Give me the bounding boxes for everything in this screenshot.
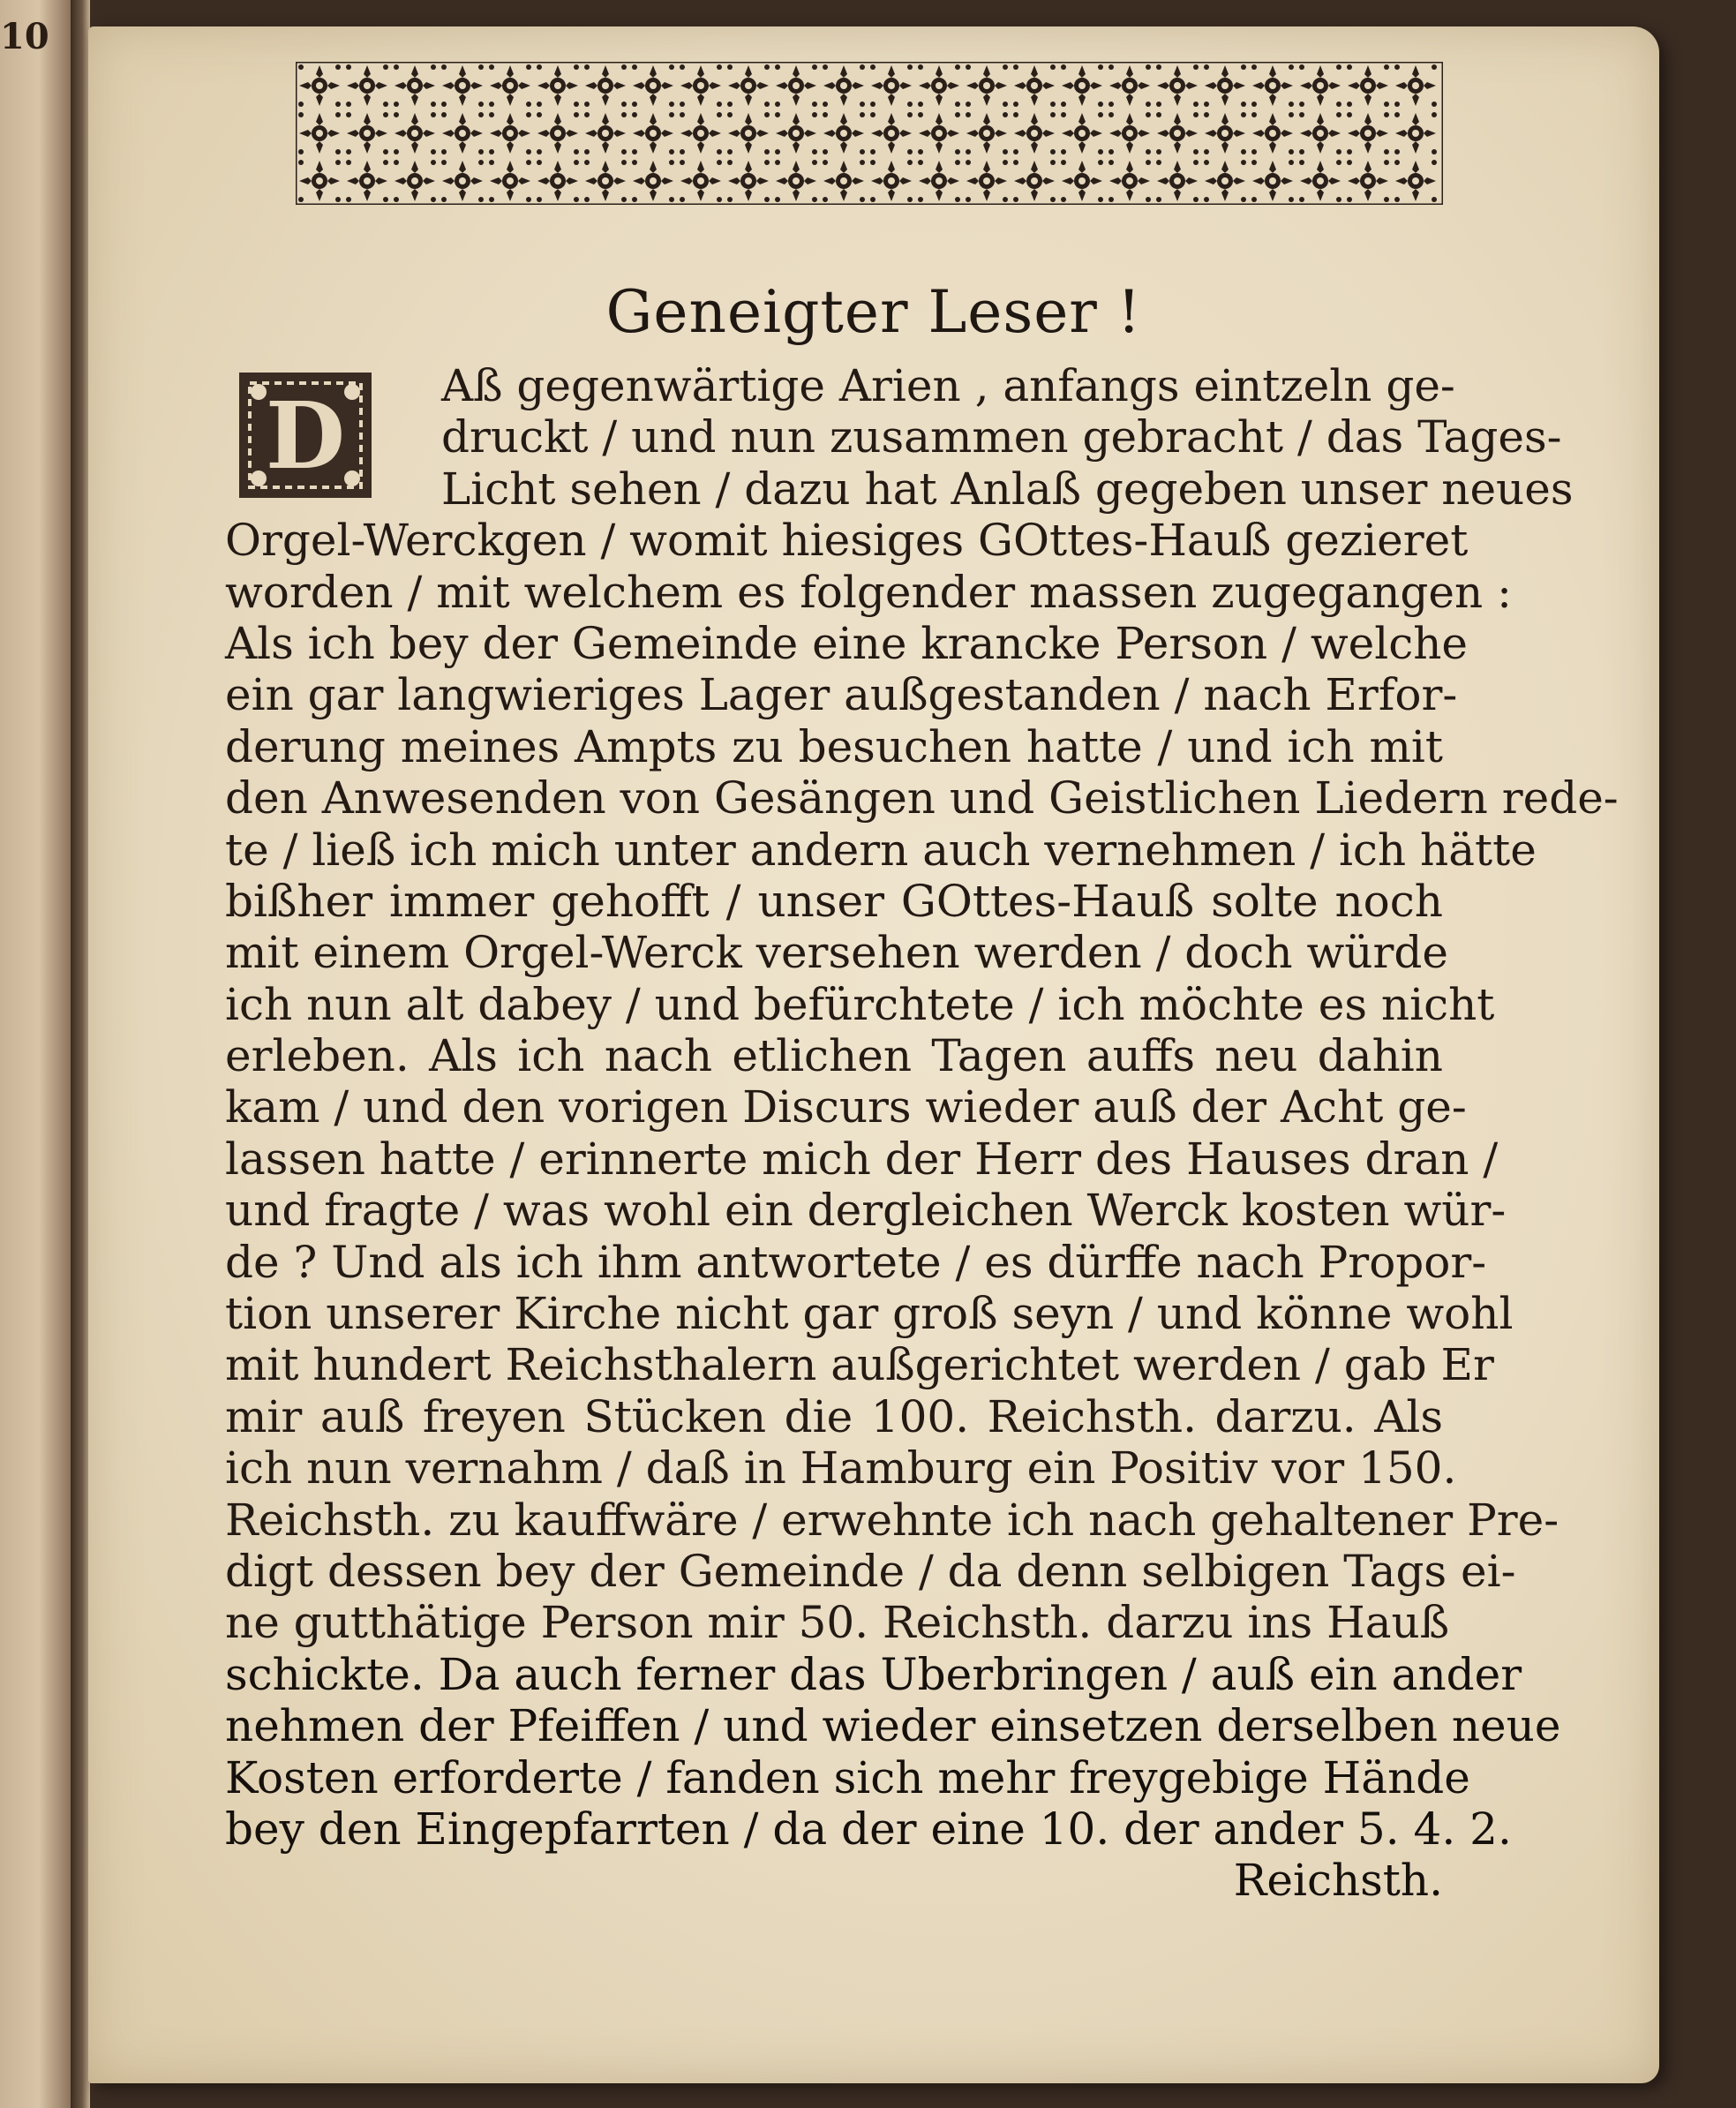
text-line: mit einem Orgel-Werck versehen werden / doch würde xyxy=(225,927,1449,979)
text-line: bey den Eingepfarrten / da der eine 10. der ander 5. 4. 2. xyxy=(225,1803,1512,1855)
text-line: Orgel-Werckgen / womit hiesiges GOttes-Hauß gezieret xyxy=(225,515,1469,567)
body-text xyxy=(225,360,1619,1907)
text-line: Als ich bey der Gemeinde eine krancke Person / welche xyxy=(225,617,1469,669)
text-line: erleben. Als ich nach etlichen Tagen auffs neu dahin xyxy=(225,1030,1443,1082)
text-line: den Anwesenden von Gesängen und Geistlichen Liedern rede- xyxy=(225,772,1619,824)
text-line: druckt / und nun zusammen gebracht / das Tages- xyxy=(441,411,1562,463)
text-line: te / ließ ich mich unter andern auch vernehmen / ich hätte xyxy=(225,824,1537,876)
text-line: Kosten erforderte / fanden sich mehr freygebige Hände xyxy=(225,1751,1470,1803)
text-line: und fragte / was wohl ein dergleichen Werck kosten wür- xyxy=(225,1185,1507,1237)
text-line: lassen hatte / erinnerte mich der Herr des Hauses dran / xyxy=(225,1133,1499,1185)
text-line: Reichsth. zu kauffwäre / erwehnte ich nach gehaltener Pre- xyxy=(225,1494,1559,1546)
text-line: derung meines Ampts zu besuchen hatte / und ich mit xyxy=(225,720,1443,772)
text-line: de ? Und als ich ihm antwortete / es dürffe nach Propor- xyxy=(225,1236,1487,1288)
text-line: ne gutthätige Person mir 50. Reichsth. darzu ins Hauß xyxy=(225,1597,1450,1649)
text-line: worden / mit welchem es folgender massen zugegangen : xyxy=(225,566,1512,618)
page-heading: Geneigter Leser ! xyxy=(605,278,1142,346)
right-page xyxy=(88,26,1659,2083)
text-line: ich nun vernahm / daß in Hamburg ein Positiv vor 150. xyxy=(225,1442,1457,1494)
left-page-edge xyxy=(0,0,72,2108)
text-line: mir auß freyen Stücken die 100. Reichsth. darzu. Als xyxy=(225,1390,1443,1442)
ornament-header-band xyxy=(296,62,1443,205)
text-line: kam / und den vorigen Discurs wieder auß der Acht ge- xyxy=(225,1081,1467,1133)
book-gutter xyxy=(71,0,90,2108)
initial-letter: D xyxy=(265,381,346,490)
text-line: schickte. Da auch ferner das Uberbringen / auß ein ander xyxy=(225,1648,1522,1700)
text-line: mit hundert Reichsthalern außgerichtet werden / gab Er xyxy=(225,1339,1494,1391)
page-marker: 10 xyxy=(0,16,49,57)
text-line: nehmen der Pfeiffen / und wieder einsetzen derselben neue xyxy=(225,1700,1561,1752)
text-line: ein gar langwieriges Lager außgestanden / nach Erfor- xyxy=(225,669,1458,721)
text-line: bißher immer gehofft / unser GOttes-Hauß solte noch xyxy=(225,875,1443,927)
text-line: ich nun alt dabey / und befürchtete / ich möchte es nicht xyxy=(225,978,1495,1030)
text-line: digt dessen bey der Gemeinde / da denn selbigen Tags ei- xyxy=(225,1545,1516,1597)
catchword: Reichsth. xyxy=(1233,1855,1443,1907)
text-line: tion unserer Kirche nicht gar groß seyn / und könne wohl xyxy=(225,1288,1514,1340)
text-line: Licht sehen / dazu hat Anlaß gegeben unser neues xyxy=(441,463,1574,515)
text-line: Aß gegenwärtige Arien , anfangs eintzeln ge- xyxy=(441,360,1455,411)
